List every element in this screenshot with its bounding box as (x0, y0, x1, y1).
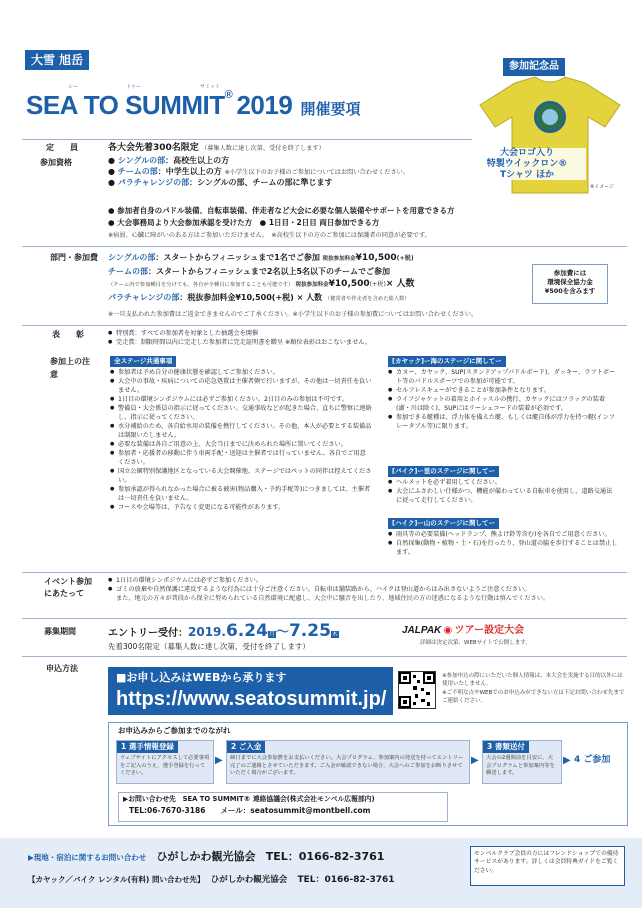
qual-team: ● チームの部：中学生以上の方 ※小学生以下のお子様のご参加についてはお問い合わせください。 (108, 166, 410, 176)
ruby-to: トゥー (126, 84, 141, 90)
common-item: ● 参加者・応援者の移動に伴う車両手配・送迎は主催者では行っていません。各自でご用意ください。 (110, 450, 372, 468)
footer-line-1: ▶現地・宿泊に関するお問い合わせ ひがしかわ観光協会 TEL：0166-82-3761 (28, 850, 385, 863)
apply-url[interactable]: https://www.seatosummit.jp/ (116, 687, 387, 710)
qual-equipment: ● 参加者自身のパドル装備、自転車装備、伴走者など大会に必要な個人装備やサポートを用意できる方 (108, 206, 455, 215)
award-item: ● 完走賞：制限時間以内に完走した参加者に完走証明書を贈呈 ※順位表彰はおこないません。 (108, 339, 608, 348)
event-item: ● ゴミの放棄や自然保護に違反するような行為には十分ご注意ください。自転車は舗装路から、ハイクは登山道からはみ出さないようご注意ください。 (108, 586, 628, 595)
notes-label: 参加上の注 意 (50, 357, 106, 379)
contact-head: ▶お問い合わせ先 SEA TO SUMMIT® 連絡協議会(株式会社モンベル広報部内) (123, 795, 375, 803)
fee-note: ※一旦支払われた参加費はご返金できませんのでご了承ください。※小学生以下のお子様の参加費についてはお問い合わせください。 (108, 311, 478, 318)
award-list (108, 330, 608, 348)
hike-item: ● 自然採集(動物・植物・土・石)を行ったり、登山道の脇を歩行することは禁止します。 (388, 540, 618, 558)
divider (22, 246, 627, 247)
qual-approval: ● 大会事務局より大会参加承認を受けた方 ● 1日目・2日目 両日参加できる方 (108, 218, 380, 227)
capacity (108, 142, 325, 154)
tour-note: 詳細は決定次第、WEBサイトで公開します。 (420, 640, 531, 646)
divider (22, 656, 627, 657)
web-banner (108, 667, 393, 715)
kayak-head: [カヤック]ー海のステージに関してー (388, 356, 506, 367)
common-head: 全ステージ共通事項 (110, 356, 176, 367)
common-item: ● コースや会場等は、予告なく変更になる可能性があります。 (110, 504, 372, 513)
period-label: 募集期間 (44, 627, 76, 636)
step-2 (226, 740, 470, 784)
step-title: 3 書類送付 (483, 741, 529, 753)
qr-code-icon (398, 671, 436, 709)
event-item: また、地元の方々が普段から保全に努められている自然環境に配慮し、大会中に騒音を出したり、地域住民の方の迷惑になるような行動は慎んでください。 (116, 594, 550, 602)
divider (22, 618, 627, 619)
capacity-main: 各大会先着300名限定 (108, 143, 199, 153)
event-list (108, 577, 628, 604)
ruby-summit: サミット (200, 84, 220, 90)
common-item: ● 大会中の事故・疾病についての応急処置は主催者側で行いますが、その他は一切責任を負いません。 (110, 378, 372, 396)
step-title: 1 選手情報登録 (117, 741, 178, 753)
bike-item: ● ヘルメットを必ず着用してください。 (388, 479, 618, 488)
kayak-list (388, 369, 618, 432)
page-heading: 開催要項 (300, 100, 361, 118)
arrow-icon: ▶ (471, 755, 479, 766)
event-item: ● 1日目の環境シンポジウムには必ずご参加ください。 (108, 577, 628, 586)
hike-list (388, 531, 618, 558)
hike-head: [ハイク]ー山のステージに関してー (388, 518, 499, 529)
step-title: 2 ご入金 (227, 741, 265, 753)
title-year: 2019 (236, 90, 293, 120)
fee-box: 参加費には 環境保全協力金 ¥500を含みます (532, 264, 608, 304)
kayak-item: ● 参加できる艇種は、浮力体を備えた艇、もしくは艇自体が浮力を持つ艇(インフレータブル等)に限ります。 (388, 414, 618, 432)
privacy-note: ※参加申込の際にいただいた個人情報は、本大会を実施する目的以外には使用いたしません。 ※ご不明な点やWEBでのお申込みができない方は下記お問い合わせ先までご連絡ください。 (442, 673, 625, 704)
registered-mark: ® (224, 89, 233, 101)
common-item: ● 水分補給のため、各自給水用の装備を携行してください。その他、本人が必要とする装備品は制限いたしません。 (110, 423, 372, 441)
step-3 (482, 740, 562, 784)
award-label: 表 彰 (52, 330, 84, 339)
common-item: ● 必要な装備は各自ご用意の上、大会当日までに決められた場所に置いてください。 (110, 441, 372, 450)
fee-section (108, 252, 528, 304)
step-4: 4 ご参加 (574, 755, 611, 765)
contact-box (118, 792, 448, 822)
web-banner-head: ■お申し込みはWEBから承ります (116, 671, 287, 684)
qual-single: ● シングルの部：高校生以上の方 (108, 156, 230, 165)
common-item: ● 1日目の環境シンポジウムには必ずご参加ください。2日目のみの参加は不可です。 (110, 396, 372, 405)
common-item: ● 警備員・大会係員の指示に従ってください。交通事故などが起きた場合、直ちに警察に連絡し、指示に従ってください。 (110, 405, 372, 423)
capacity-note: （募集人数に達し次第、受付を終了します） (201, 145, 325, 152)
kayak-item: ● カヌー、カヤック、SUP(スタンドアップパドルボード)、ダッキー、ラフトボート等のパドルスポーツでの参加が可能です。 (388, 369, 618, 387)
period-note: 先着300名限定（募集人数に達し次第、受付を終了します） (108, 642, 310, 651)
kayak-item: ● ライフジャケットの着用とホイッスルの携行、カヤックにはフラッグの装着(湖・川は除く)、SUPにはリーシュコードの装着が必須です。 (388, 396, 618, 414)
step-text: 締日までに大会参加費をお支払いください。大会プログラム、参加案内の発送を持ってエントリー完了のご連絡とさせていただきます。ご入金が確認できない場合、大会へのご参加をお断りさせていただく場合がございます。 (230, 755, 464, 776)
divider (22, 572, 627, 573)
event-title (26, 88, 361, 123)
divider (22, 139, 472, 140)
bike-item: ● 大会にふさわしい仕様かつ、機能が備わっている自転車を使用し、道路交通法に従って走行してください。 (388, 488, 618, 506)
common-list (110, 369, 372, 513)
gift-tag: 参加記念品 (503, 58, 565, 76)
bike-head: [バイク]ー里のステージに関してー (388, 466, 499, 477)
step-text: ウェブサイトにアクセスして必要事項をご記入のうえ、選手登録を行ってください。 (120, 755, 210, 776)
capacity-label: 定 員 (46, 143, 78, 152)
common-item: ● 参加者は予め自分の健康状態を確認してご参加ください。 (110, 369, 372, 378)
hike-item: ● 雨具等の必要装備(ヘッドランプ、熊よけ鈴等含む)を各自でご用意ください。 (388, 531, 618, 540)
fee-label: 部門・参加費 (50, 253, 98, 262)
jalpak-logo: JALPAK ◉ ツアー設定大会 (402, 625, 525, 636)
title-text: SEA TO SUMMIT (26, 90, 225, 120)
region-tag: 大雪 旭岳 (25, 50, 89, 70)
fee-team: チームの部：スタートからフィニッシュまで2名以上5名以下のチームでご参加 (108, 267, 391, 277)
event-label: イベント参加にあたって (44, 577, 92, 598)
fee-single: シングルの部：スタートからフィニッシュまで1名でご参加 税抜参加料金¥10,500(+税) (108, 253, 414, 263)
qual-note: ※病弱、心臓に障がいのある方はご参加いただけません。 ※高校生以下の方のご参加には保護者の同意が必要です。 (108, 232, 431, 239)
ruby-sea: シー (68, 84, 79, 90)
crane-icon: ◉ (443, 625, 453, 636)
fee-team-price: （チーム内で参加種目を分けても、各自が全種目に参加することも可能です） 税抜参加料金¥10,500(+税)× 人数 (108, 278, 415, 289)
arrow-icon: ▶ (563, 755, 571, 766)
contact-line: TEL:06-7670-3186 メール：seatosummit@montbell.com (129, 806, 371, 816)
divider (22, 325, 627, 326)
flow-head: お申込みからご参加までのながれ (118, 726, 231, 735)
gift-description: 大会ロゴ入り 特製ウイックロン® Tシャツ ほか (468, 148, 586, 180)
club-note: モンベルクラブ会員の方にはフレンドショップでの優待サービスがあります。詳しくは会員特典ガイドをご覧ください。 (470, 846, 625, 886)
step-1 (116, 740, 214, 784)
image-note: ※イメージ (590, 184, 615, 190)
arrow-icon: ▶ (215, 755, 223, 766)
qualification-label: 参加資格 (40, 158, 72, 167)
award-item: ● 特別賞：すべての参加者を対象とした抽選会を開催 (108, 330, 608, 339)
entry-period: エントリー受付：2019.6.24月〜7.25木 (108, 621, 338, 641)
kayak-item: ● セルフレスキューができることが参加条件となります。 (388, 387, 618, 396)
common-item: ● 国立公園特別保護地区となっている大会開催地、ステージではペットの同伴は控えてください。 (110, 468, 372, 486)
qualification-list (108, 156, 468, 188)
footer-line-2: 【カヤック／バイク レンタル(有料) 問い合わせ先】 ひがしかわ観光協会 TEL：0166-82-3761 (28, 875, 395, 885)
qual-para: ● パラチャレンジの部：シングルの部、チームの部に準じます (108, 177, 333, 187)
bike-list (388, 479, 618, 506)
fee-para: パラチャレンジの部：税抜参加料金¥10,500(+税) × 人数 （健常者や伴走者を含めた総人数） (108, 293, 410, 303)
common-item: ● 参加承認が得られなかった場合に被る被害(物品購入・予約手配等)につきましては、主催者は一切責任を負いません。 (110, 486, 372, 504)
step-text: 大会の2週間前を目安に、大会プログラムと参加案内等を郵送します。 (486, 755, 555, 776)
apply-label: 申込方法 (46, 664, 78, 673)
